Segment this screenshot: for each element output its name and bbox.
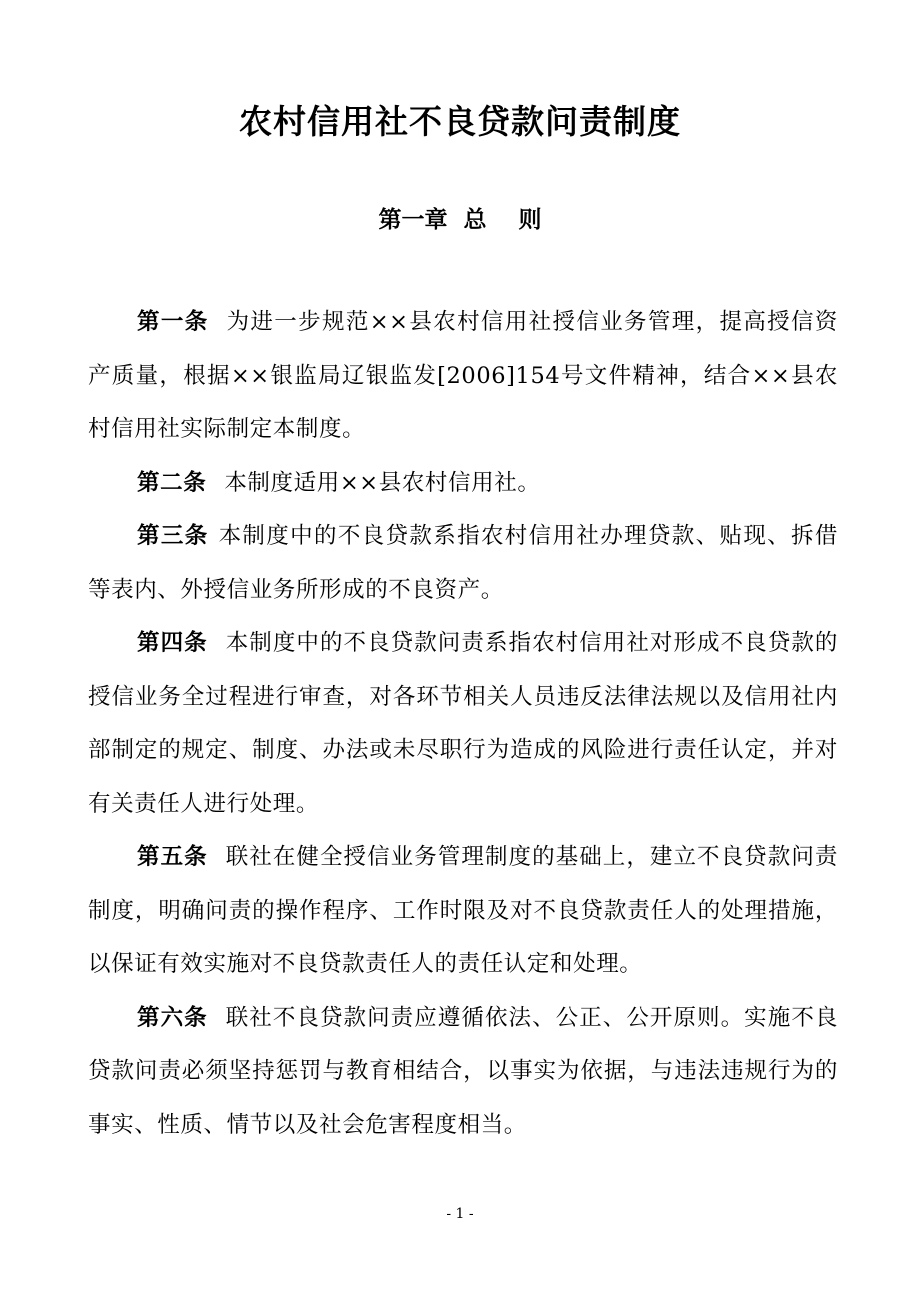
article-2 xyxy=(88,457,838,511)
article-number: 第三条 xyxy=(137,523,209,549)
article-4 xyxy=(88,617,838,831)
article-text: 本制度中的不良贷款问责系指农村信用社对形成不良贷款的授信业务全过程进行审查，对各环节相关人员违反法律法规以及信用社内部制定的规定、制度、办法或未尽职行为造成的风险进行责任认定，并对有关责任人进行处理。 xyxy=(88,630,838,817)
article-5 xyxy=(88,831,838,992)
document-title: 农村信用社不良贷款问责制度 xyxy=(239,102,681,141)
article-text: 联社不良贷款问责应遵循依法、公正、公开原则。实施不良贷款问责必须坚持惩罚与教育相结合，以事实为依据，与违法违规行为的事实、性质、情节以及社会危害程度相当。 xyxy=(88,1004,838,1138)
page-number: - 1 - xyxy=(446,1206,474,1222)
article-6 xyxy=(88,992,838,1153)
article-number: 第二条 xyxy=(137,469,207,496)
article-3 xyxy=(88,510,838,617)
article-text: 联社在健全授信业务管理制度的基础上，建立不良贷款问责制度，明确问责的操作程序、工作时限及对不良贷款责任人的处理措施，以保证有效实施对不良贷款责任人的责任认定和处理。 xyxy=(88,844,838,977)
article-number: 第五条 xyxy=(137,844,208,870)
article-number: 第六条 xyxy=(137,1004,208,1031)
article-text: 本制度中的不良贷款系指农村信用社办理贷款、贴现、拆借等表内、外授信业务所形成的不良资产。 xyxy=(88,523,838,603)
article-number: 第四条 xyxy=(137,630,208,656)
article-1 xyxy=(88,296,838,457)
article-text: 为进一步规范××县农村信用社授信业务管理，提高授信资产质量，根据××银监局辽银监发[2006]154号文件精神，结合××县农村信用社实际制定本制度。 xyxy=(88,309,838,442)
article-text: 本制度适用××县农村信用社。 xyxy=(224,469,541,496)
article-number: 第一条 xyxy=(137,309,209,335)
chapter-heading: 第一章 总 则 xyxy=(378,206,542,233)
document-body xyxy=(88,296,838,1152)
